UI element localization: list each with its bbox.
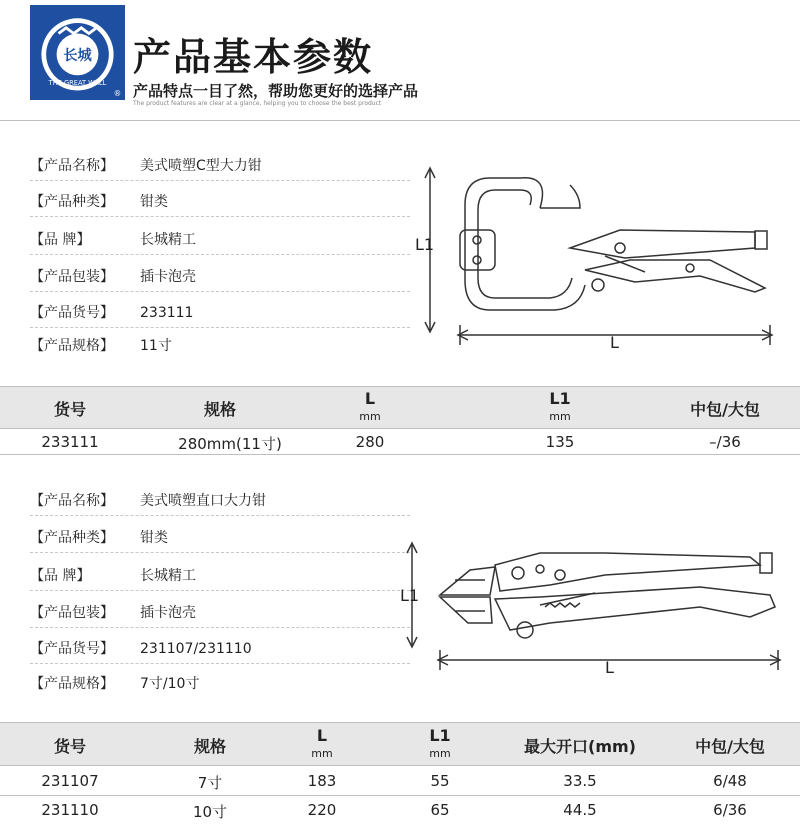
header-divider — [0, 120, 800, 121]
table-cell: 33.5 — [563, 772, 597, 790]
table-cell: 10寸 — [192, 803, 228, 821]
table-cell: 233111 — [41, 433, 99, 451]
table-cell: 135 — [545, 433, 575, 451]
dim-l-label: L — [605, 658, 614, 675]
table-header-cell: 规格 — [203, 400, 236, 419]
table-header-cell: L — [316, 726, 328, 745]
table-cell: 6/36 — [713, 801, 747, 819]
table-header-unit: mm — [549, 410, 571, 423]
page-title: 产品基本参数 — [133, 35, 374, 79]
spec-row: 【产品种类】 钳类 — [30, 194, 168, 210]
table-cell: 280mm(11寸) — [178, 435, 282, 453]
table-header-cell: L1 — [549, 389, 571, 408]
table-header-cell: L1 — [429, 726, 451, 745]
table-header-unit: mm — [359, 410, 381, 423]
table-header-unit: mm — [311, 747, 333, 760]
spec-divider — [30, 180, 410, 181]
spec-row: 【产品规格】 11寸 — [30, 338, 172, 354]
table-header-cell: 最大开口(mm) — [524, 737, 636, 756]
svg-text:THE GREAT WALL: THE GREAT WALL — [48, 78, 107, 87]
table-header-cell: 中包/大包 — [690, 400, 760, 419]
table-header-cell: L — [364, 389, 376, 408]
table-row — [0, 796, 800, 824]
table-cell: 183 — [307, 772, 337, 790]
page-subtitle: 产品特点一目了然，帮助您更好的选择产品 — [133, 82, 419, 100]
table-row — [0, 429, 800, 453]
table-divider — [0, 454, 800, 455]
spec-row: 【产品货号】 231107/231110 — [30, 641, 252, 657]
table-header-cell: 货号 — [53, 737, 86, 756]
spec-row: 【品 牌】 长城精工 — [30, 568, 196, 584]
table-cell: 231107 — [41, 772, 99, 790]
table-header-cell: 中包/大包 — [695, 737, 765, 756]
spec-row: 【产品种类】 钳类 — [30, 530, 168, 546]
table-header-cell: 货号 — [53, 400, 86, 419]
great-wall-logo — [30, 5, 125, 100]
spec-row: 【产品包装】 插卡泡壳 — [30, 605, 196, 621]
table-cell: 7寸 — [197, 774, 223, 792]
spec-divider — [30, 216, 410, 217]
table-row — [0, 766, 800, 794]
spec-divider — [30, 254, 410, 255]
dim-l-label: L — [610, 333, 619, 352]
spec-row: 【品 牌】 长城精工 — [30, 232, 196, 248]
spec-divider — [30, 327, 410, 328]
spec-row: 【产品货号】 233111 — [30, 305, 194, 321]
spec-divider — [30, 627, 410, 628]
table-header-cell: 规格 — [193, 737, 226, 756]
page-subtitle-english: The product features are clear at a glance, helping you to choose the best product — [133, 100, 382, 107]
svg-text:长城: 长城 — [63, 48, 92, 65]
table-cell: 44.5 — [563, 801, 597, 819]
table-cell: 220 — [307, 801, 337, 819]
dim-l1-label: L1 — [415, 235, 435, 254]
spec-divider — [30, 291, 410, 292]
table-header-unit: mm — [429, 747, 451, 760]
table-cell: 65 — [430, 801, 450, 819]
table-cell: 55 — [430, 772, 450, 790]
table-header-row — [0, 723, 800, 765]
locking-pliers-diagram — [400, 535, 790, 675]
table-cell: 6/48 — [713, 772, 747, 790]
spec-divider — [30, 663, 410, 664]
table-cell: 231110 — [41, 801, 99, 819]
spec-divider — [30, 590, 410, 591]
spec-divider — [30, 552, 410, 553]
spec-divider — [30, 515, 410, 516]
spec-row: 【产品名称】 美式喷塑直口大力钳 — [30, 493, 266, 509]
spec-row: 【产品名称】 美式喷塑C型大力钳 — [30, 158, 262, 174]
table-cell: 280 — [355, 433, 385, 451]
spec-row: 【产品规格】 7寸/10寸 — [30, 676, 200, 692]
spec-row: 【产品包装】 插卡泡壳 — [30, 269, 196, 285]
c-clamp-pliers-diagram — [410, 160, 790, 360]
svg-text:®: ® — [113, 89, 122, 99]
table-header-row — [0, 387, 800, 428]
dim-l1-label: L1 — [400, 586, 420, 605]
table-cell: –/36 — [709, 433, 741, 451]
